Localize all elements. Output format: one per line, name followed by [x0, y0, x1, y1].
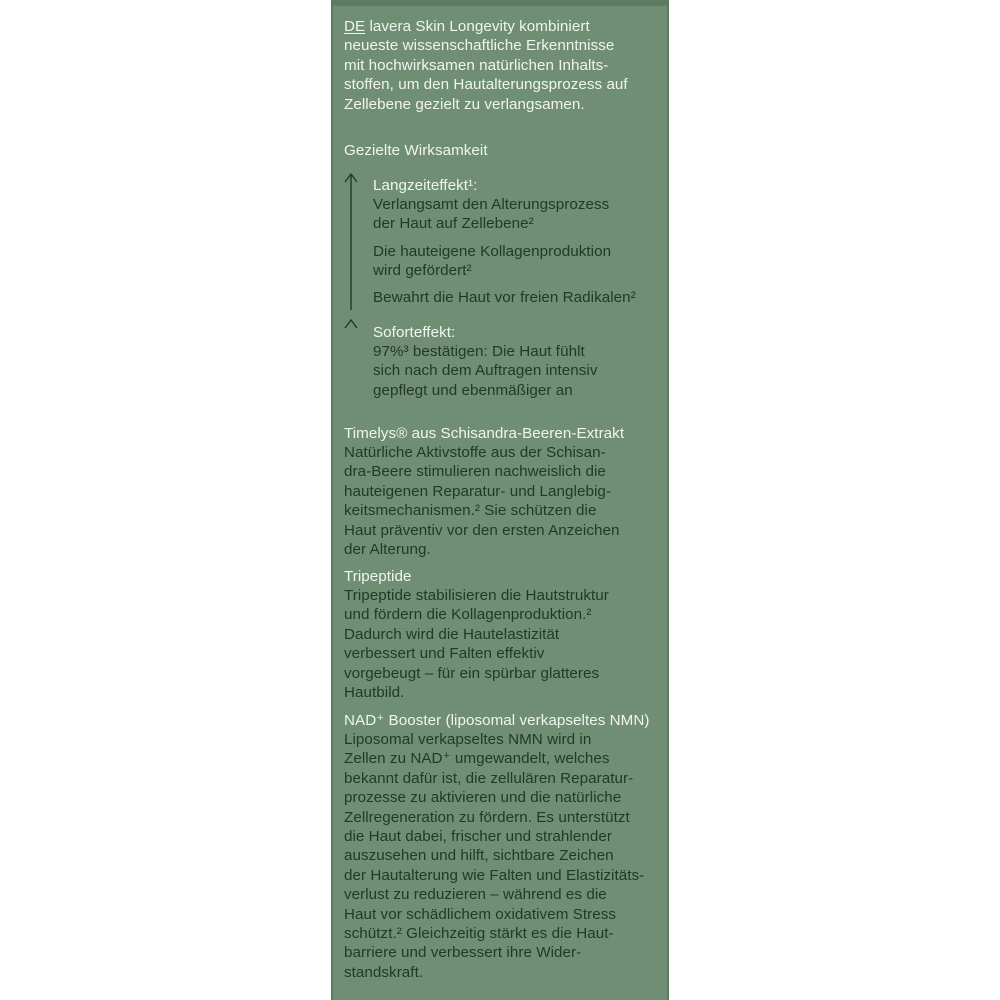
panel-edge [667, 0, 669, 1000]
timelys-text: Natürliche Aktivstoffe aus der Schisan- dra-Beere stimulieren nachweislich die hauteigenen Reparatur- und Langlebig- keitsmechanismen.² Sie schützen die Haut präventiv vor den ersten Anzeichen der Alterung. [344, 444, 620, 559]
intro-text: lavera Skin Longevity kombiniert neueste wissenschaftliche Erkenntnisse mit hochwirksamen natürlichen Inhalts- stoffen, um den Hautalterungsprozess auf Zellebene gezielt zu verlangsamen. [344, 18, 628, 113]
language-code: DE [344, 18, 366, 35]
arrow-up-icon [344, 172, 358, 310]
long-term-item: Verlangsamt den Alterungsprozess der Haut auf Zellebene² [373, 196, 610, 233]
immediate-text: 97%³ bestätigen: Die Haut fühlt sich nach dem Auftragen intensiv gepflegt und ebenmäßiger an [373, 343, 598, 399]
long-term-item: Die hauteigene Kollagenproduktion wird gefördert² [373, 243, 612, 280]
product-box-side-panel [331, 0, 669, 1000]
arrow-up-icon [344, 318, 358, 400]
section-title: Gezielte Wirksamkeit [344, 142, 488, 159]
nad-text: Liposomal verkapseltes NMN wird in Zellen zu NAD⁺ umgewandelt, welches bekannt dafür ist, die zellulären Reparatur- prozesse zu aktivieren und die natürliche Zellregeneration zu fördern. Es unterstützt die Haut dabei, frischer und strahlender auszusehen und hilft, sichtbare Zeichen der Hautalterung wie Falten und Elastizitäts- verlust zu reduzieren – während es die Haut vor schädlichem oxidativem Stress schützt.² Gleichzeitig stärkt es die Haut- barriere und verbessert ihre Wider- standskraft. [344, 731, 645, 981]
long-term-item: Bewahrt die Haut vor freien Radikalen² [373, 289, 636, 306]
timelys-heading: Timelys® aus Schisandra-Beeren-Extrakt [344, 425, 625, 442]
immediate-heading: Soforteffekt: [373, 324, 456, 341]
nad-heading: NAD⁺ Booster (liposomal verkapseltes NMN) [344, 712, 650, 729]
tripeptide-heading: Tripeptide [344, 568, 412, 585]
intro-paragraph [344, 17, 664, 114]
tripeptide-text: Tripeptide stabilisieren die Hautstruktur und fördern die Kollagenproduktion.² Dadurch wird die Hautelastizität verbessert und Falten effektiv vorgebeugt – für ein spürbar glatteres Hautbild. [344, 587, 609, 702]
long-term-heading: Langzeiteffekt¹: [373, 177, 478, 194]
